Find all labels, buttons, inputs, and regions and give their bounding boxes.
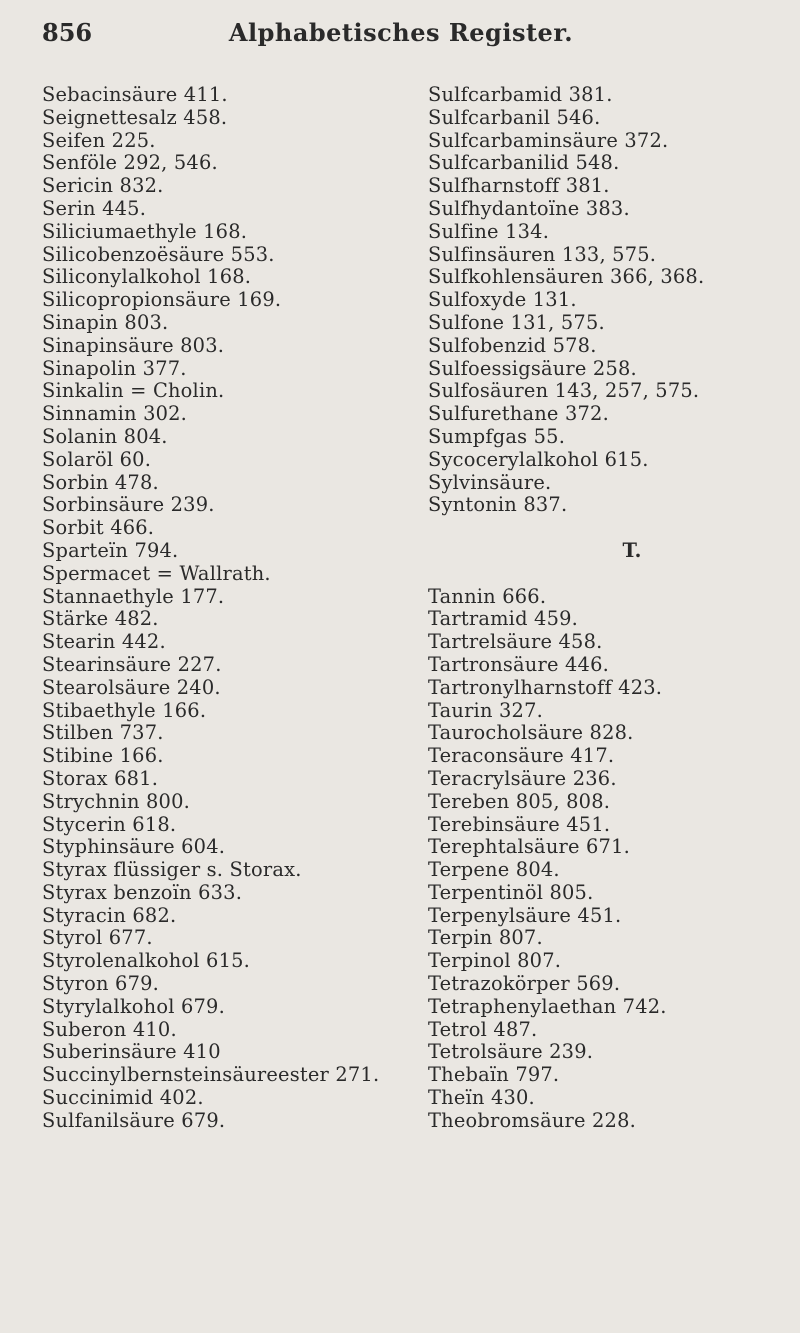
index-entry: Siliconylalkohol 168.	[42, 265, 252, 289]
index-entry: Terpin 807.	[428, 926, 543, 950]
index-entry: Sulfcarbaminsäure 372.	[428, 128, 669, 152]
index-entry: Spermacet = Wallrath.	[42, 561, 271, 585]
index-entry: Sylvinsäure.	[428, 470, 552, 494]
index-entry: Terpentinöl 805.	[428, 880, 594, 904]
index-entry: Styphinsäure 604.	[42, 835, 226, 859]
index-entry: Suberinsäure 410	[42, 1040, 221, 1064]
index-entry: Stearolsäure 240.	[42, 675, 221, 699]
index-entry: Theïn 430.	[428, 1086, 535, 1110]
index-entry: Senföle 292, 546.	[42, 151, 218, 175]
index-entry: Taurocholsäure 828.	[428, 721, 634, 745]
index-entry: Tetrazokörper 569.	[428, 972, 621, 996]
index-entry: Stycerin 618.	[42, 812, 177, 836]
index-entry: Sulfkohlensäuren 366, 368.	[428, 265, 705, 289]
index-entry: Styron 679.	[42, 972, 160, 996]
index-entry: Sparteïn 794.	[42, 538, 179, 562]
index-entry: Syntonin 837.	[428, 493, 568, 517]
index-entry: Sulfcarbamid 381.	[428, 83, 613, 106]
index-entry: Sulfinsäuren 133, 575.	[428, 242, 657, 266]
index-entry: Succinylbernsteinsäureester 271.	[42, 1063, 380, 1087]
index-entry: Teracrylsäure 236.	[428, 766, 617, 790]
index-entry: Serin 445.	[42, 196, 147, 220]
index-entry: Styrax benzoïn 633.	[42, 880, 243, 904]
index-entry: Thebaïn 797.	[428, 1063, 560, 1087]
index-entry: Styrax flüssiger s. Storax.	[42, 858, 302, 882]
index-entry: Seignettesalz 458.	[42, 105, 228, 129]
page-header	[42, 18, 760, 52]
index-entry: Taurin 327.	[428, 698, 543, 722]
index-entry: Sulfosäuren 143, 257, 575.	[428, 379, 700, 403]
right-column-s-entries	[428, 84, 796, 517]
index-entry: Stilben 737.	[42, 721, 164, 745]
index-entry: Stannaethyle 177.	[42, 584, 225, 608]
index-entry: Storax 681.	[42, 766, 159, 790]
index-entry: Tartrelsäure 458.	[428, 630, 603, 654]
index-entry: Stearinsäure 227.	[42, 652, 222, 676]
index-entry: Silicobenzoësäure 553.	[42, 242, 275, 266]
index-entry: Terpene 804.	[428, 858, 560, 882]
index-entry: Styrolenalkohol 615.	[42, 949, 251, 973]
section-spacer	[428, 563, 796, 586]
left-index-column	[42, 84, 418, 1133]
index-entry: Sulfobenzid 578.	[428, 333, 597, 357]
right-index-column	[428, 84, 796, 1133]
index-entry: Sinapolin 377.	[42, 356, 187, 380]
section-spacer	[428, 517, 796, 540]
index-entry: Tartronsäure 446.	[428, 652, 609, 676]
index-entry: Theobromsäure 228.	[428, 1108, 636, 1132]
index-entry: Stearin 442.	[42, 630, 166, 654]
index-entry: Sulfoxyde 131.	[428, 288, 577, 312]
index-entry: Solaröl 60.	[42, 447, 152, 471]
index-entry: Styrol 677.	[42, 926, 153, 950]
index-entry: Sulfine 134.	[428, 219, 550, 243]
index-entry: Sycocerylalkohol 615.	[428, 447, 649, 471]
index-entry: Silicopropionsäure 169.	[42, 288, 282, 312]
page-number: 856	[42, 18, 93, 47]
index-entry: Sinapin 803.	[42, 310, 169, 334]
index-entry: Tartronylharnstoff 423.	[428, 675, 663, 699]
index-entry: Sulfcarbanil 546.	[428, 105, 601, 129]
right-column-t-entries	[428, 586, 796, 1133]
index-entry: Sinapinsäure 803.	[42, 333, 225, 357]
running-title: Alphabetisches Register.	[228, 18, 574, 47]
index-entry: Tannin 666.	[428, 584, 547, 608]
index-entry: Sulfurethane 372.	[428, 402, 609, 426]
index-entry: Sorbin 478.	[42, 470, 159, 494]
index-entry: Tartramid 459.	[428, 607, 579, 631]
index-entry: Sorbit 466.	[42, 516, 155, 540]
index-entry: Terephtalsäure 671.	[428, 835, 630, 859]
index-entry: Sorbinsäure 239.	[42, 493, 215, 517]
index-entry: Sumpfgas 55.	[428, 424, 566, 448]
index-entry: Siliciumaethyle 168.	[42, 219, 248, 243]
index-entry: Sulfone 131, 575.	[428, 310, 605, 334]
index-entry: Stärke 482.	[42, 607, 159, 631]
index-entry: Seifen 225.	[42, 128, 156, 152]
index-entry: Styrylalkohol 679.	[42, 994, 225, 1018]
index-entry: Succinimid 402.	[42, 1086, 204, 1110]
index-entry: Sulfhydantoïne 383.	[428, 196, 630, 220]
index-entry: Sebacinsäure 411.	[42, 83, 228, 106]
index-entry: Sericin 832.	[42, 174, 164, 198]
index-entry: Teraconsäure 417.	[428, 744, 615, 768]
section-heading-t: T.	[622, 538, 642, 562]
index-entry: Sinkalin = Cholin.	[42, 379, 225, 403]
index-entry: Strychnin 800.	[42, 789, 190, 813]
index-entry: Terpenylsäure 451.	[428, 903, 622, 927]
index-entry: Solanin 804.	[42, 424, 168, 448]
index-entry: Tetrol 487.	[428, 1017, 538, 1041]
index-entry: Stibaethyle 166.	[42, 698, 207, 722]
index-entry: Styracin 682.	[42, 903, 177, 927]
index-entry: Terebinsäure 451.	[428, 812, 611, 836]
index-entry: Tetrolsäure 239.	[428, 1040, 594, 1064]
index-entry: Terpinol 807.	[428, 949, 562, 973]
index-entry: Sinnamin 302.	[42, 402, 188, 426]
index-entry: Suberon 410.	[42, 1017, 177, 1041]
index-entry: Sulfharnstoff 381.	[428, 174, 610, 198]
index-entry: Sulfanilsäure 679.	[42, 1108, 226, 1132]
index-entry: Sulfcarbanilid 548.	[428, 151, 620, 175]
index-entry: Sulfoessigsäure 258.	[428, 356, 637, 380]
index-entry: Tetraphenylaethan 742.	[428, 994, 667, 1018]
index-entry: Tereben 805, 808.	[428, 789, 611, 813]
index-entry: Stibine 166.	[42, 744, 164, 768]
